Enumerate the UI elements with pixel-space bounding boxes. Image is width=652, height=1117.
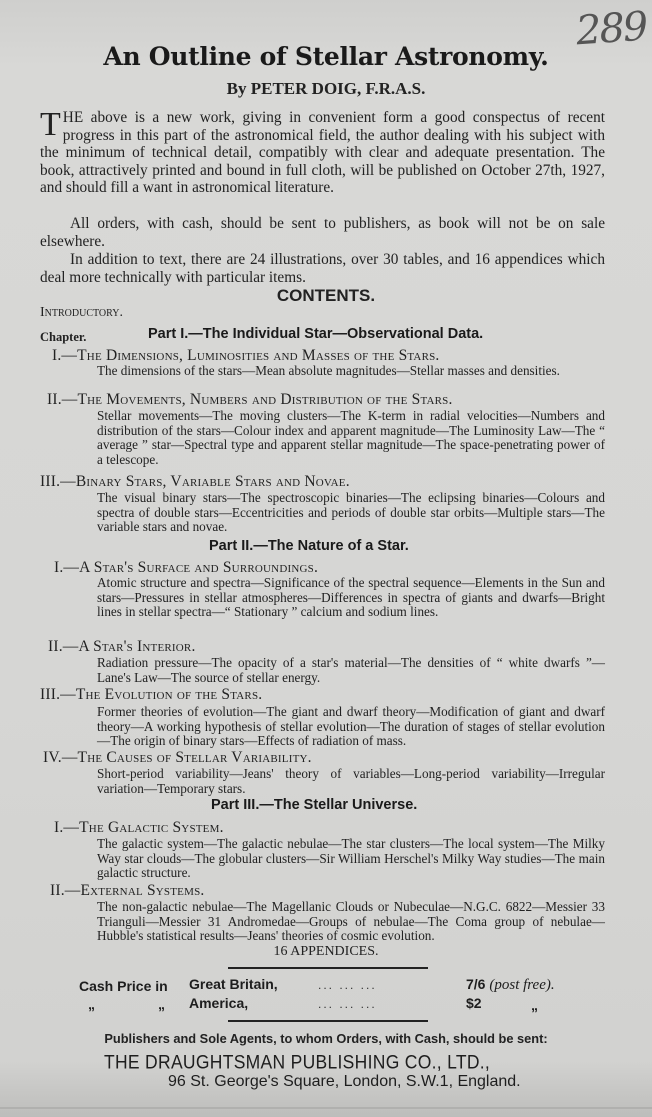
price-value bbox=[466, 976, 555, 994]
publisher-address: 96 St. George's Square, London, S.W.1, England. bbox=[168, 1073, 521, 1090]
price-region: Great Britain, bbox=[189, 976, 278, 992]
price-region: America, bbox=[189, 995, 249, 1011]
contents-heading: CONTENTS. bbox=[276, 286, 376, 305]
chapter-description: Stellar movements—The moving clusters—The K-term in radial velocities—Numbers and distribution of the stars—Colour index and apparent magnitude—The Luminosity Law—The “ average ” star—Spectral type and apparent stellar magnitude—The space-penetrating power of a telescope. bbox=[97, 408, 605, 467]
ditto-mark: „ bbox=[88, 996, 95, 1012]
intro-paragraph-2: All orders, with cash, should be sent to publishers, as book will not be on sale elsewhere. bbox=[40, 215, 605, 250]
chapter-description: Former theories of evolution—The giant and dwarf theory—Modification of giant and dwarf theory—A working hypothesis of stellar evolution—The duration of stages of stellar evolution—The origin of binary stars—Effects of radiation of mass. bbox=[97, 704, 605, 749]
chapter-heading: II.—A Star's Interior. bbox=[48, 638, 196, 655]
document-title: An Outline of Stellar Astronomy. bbox=[103, 42, 549, 71]
author-byline: By PETER DOIG, F.R.A.S. bbox=[226, 79, 426, 98]
intro-paragraph-3: In addition to text, there are 24 illustrations, over 30 tables, and 16 appendices which deal more technically with particular items. bbox=[40, 251, 605, 286]
chapter-description: The non-galactic nebulae—The Magellanic Clouds or Nubeculae—N.G.C. 6822—Messier 33 Trianguli—Messier 31 Andromedae—Groups of nebulae—The Coma group of nebulae—Hubble's statistical results—Jeans' theories of cosmic evolution. bbox=[97, 899, 605, 944]
price-note: „ bbox=[531, 997, 538, 1013]
paper-fold-line bbox=[0, 1107, 652, 1109]
chapter-column-label: Chapter. bbox=[40, 330, 87, 344]
price-amount: $2 bbox=[466, 995, 482, 1011]
divider-rule bbox=[228, 967, 428, 969]
chapter-heading: III.—The Evolution of the Stars. bbox=[40, 686, 263, 703]
chapter-heading: II.—External Systems. bbox=[50, 882, 205, 899]
part-2-title: Part II.—The Nature of a Star. bbox=[209, 538, 409, 554]
chapter-heading: II.—The Movements, Numbers and Distribution of the Stars. bbox=[47, 391, 453, 408]
chapter-description: The visual binary stars—The spectroscopic binaries—The eclipsing binaries—Colours and spectra of double stars—Eccentricities and periods of double star orbits—Multiple stars—The variable stars and novae. bbox=[97, 490, 605, 535]
price-label: Cash Price in bbox=[79, 978, 168, 994]
introductory-label: Introductory. bbox=[40, 305, 123, 320]
chapter-heading: I.—The Dimensions, Luminosities and Masses of the Stars. bbox=[52, 347, 440, 364]
chapter-heading: I.—The Galactic System. bbox=[54, 819, 224, 836]
price-amount: 7/6 bbox=[466, 976, 486, 992]
chapter-heading: I.—A Star's Surface and Surroundings. bbox=[54, 559, 319, 576]
publisher-note: Publishers and Sole Agents, to whom Orders, with Cash, should be sent: bbox=[104, 1031, 548, 1046]
chapter-description: Short-period variability—Jeans' theory of variables—Long-period variability—Irregular variation—Temporary stars. bbox=[97, 766, 605, 796]
leader-dots: ... ... ... bbox=[318, 997, 377, 1011]
appendices-note: 16 APPENDICES. bbox=[273, 944, 379, 959]
chapter-description: Atomic structure and spectra—Significance of the spectral sequence—Elements in the Sun and stars—Pressures in stellar atmospheres—Differences in spectra of giants and dwarfs—Bright lines in stellar spectra—“ Stationary ” calcium and sodium lines. bbox=[97, 575, 605, 620]
chapter-description: Radiation pressure—The opacity of a star's material—The densities of “ white dwarfs ”—Lane's Law—The source of stellar energy. bbox=[97, 655, 605, 685]
part-1-title: Part I.—The Individual Star—Observational Data. bbox=[148, 326, 484, 342]
intro-paragraph-1-text: HE above is a new work, giving in convenient form a good conspectus of recent progress in this part of the astronomical field, the author dealing with his subject with the minimum of technical detail, compatibly with clear and adequate presentation. The book, attractively printed and bound in full cloth, will be published on October 27th, 1927, and should fill a want in astronomical literature. bbox=[40, 109, 605, 197]
chapter-heading: III.—Binary Stars, Variable Stars and Novae. bbox=[40, 473, 350, 490]
chapter-description: The galactic system—The galactic nebulae—The star clusters—The local system—The Milky Way star clouds—The globular clusters—Sir William Herschel's Milky Way studies—The main galactic structure. bbox=[97, 836, 605, 881]
chapter-description: The dimensions of the stars—Mean absolute magnitudes—Stellar masses and densities. bbox=[97, 363, 560, 378]
ditto-mark: „ bbox=[158, 996, 165, 1012]
intro-paragraph-1 bbox=[40, 106, 605, 197]
price-note: (post free). bbox=[489, 977, 555, 993]
chapter-heading: IV.—The Causes of Stellar Variability. bbox=[43, 749, 312, 766]
divider-rule bbox=[228, 1020, 428, 1022]
publisher-name: THE DRAUGHTSMAN PUBLISHING CO., LTD., bbox=[104, 1050, 491, 1073]
drop-cap: T bbox=[40, 106, 61, 143]
part-3-title: Part III.—The Stellar Universe. bbox=[211, 797, 418, 813]
handwritten-folio-number: 289 bbox=[574, 3, 648, 55]
leader-dots: ... ... ... bbox=[318, 978, 377, 992]
